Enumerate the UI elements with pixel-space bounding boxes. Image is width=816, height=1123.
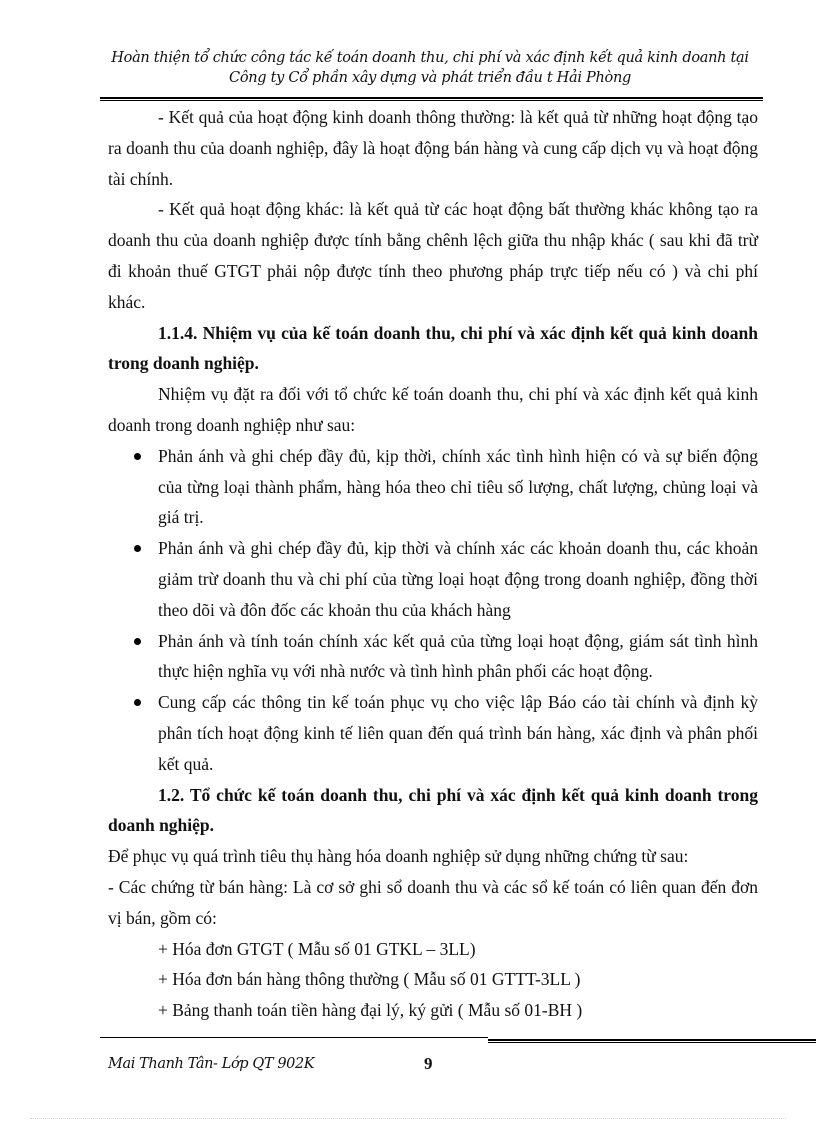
paragraph-normal-result: - Kết quả của hoạt động kinh doanh thông thường: là kết quả từ những hoạt động tạo ra doanh thu của doanh nghiệp, đây là hoạt động bán hàng và cung cấp dịch vụ và hoạt động tài chính. [108, 107, 758, 189]
task-bullet-list [108, 441, 758, 780]
list-item: Phản ánh và ghi chép đầy đủ, kịp thời, chính xác tình hình hiện có và sự biến động của từng loại thành phẩm, hàng hóa theo chỉ tiêu số lượng, chất lượng, chủng loại và giá trị. [108, 441, 758, 533]
header-rule-thin [100, 100, 763, 101]
bullet-icon [134, 453, 141, 460]
footer-rule-left [100, 1037, 488, 1038]
header-line-1: Hoàn thiện tổ chức công tác kế toán doanh thu, chi phí và xác định kết quả kinh doanh tại [111, 50, 749, 66]
footer-rule-right [488, 1039, 816, 1041]
header-rule [100, 97, 763, 99]
bullet-icon [134, 638, 141, 645]
footer-author: Mai Thanh Tân- Lớp QT 902K [108, 1056, 315, 1072]
list-item: Phản ánh và tính toán chính xác kết quả của từng loại hoạt động, giám sát tình hình thực hiện nghĩa vụ với nhà nước và tình hình phân phối các hoạt động. [108, 626, 758, 688]
document-item: + Hóa đơn GTGT ( Mẫu số 01 GTKL – 3LL) [158, 938, 476, 959]
paragraph-other-result: - Kết quả hoạt động khác: là kết quả từ các hoạt động bất thường khác không tạo ra doanh thu của doanh nghiệp được tính bằng chênh lệch giữa thu nhập khác ( sau khi đã trừ đi khoản thuế GTGT phải nộp được tính theo phương pháp trực tiếp nếu có ) và chi phí khác. [108, 199, 758, 312]
page-bottom-dotted-line [30, 1118, 786, 1119]
heading-1-1-4: 1.1.4. Nhiệm vụ của kế toán doanh thu, chi phí và xác định kết quả kinh doanh trong doanh nghiệp. [108, 322, 758, 374]
document-item: + Hóa đơn bán hàng thông thường ( Mẫu số 01 GTTT-3LL ) [158, 969, 581, 990]
page-number: 9 [424, 1054, 433, 1073]
body-text [108, 102, 758, 1026]
paragraph-tasks-intro: Nhiệm vụ đặt ra đối với tổ chức kế toán doanh thu, chi phí và xác định kết quả kinh doanh trong doanh nghiệp như sau: [108, 384, 758, 435]
paragraph-sales-documents: - Các chứng từ bán hàng: Là cơ sở ghi sổ doanh thu và các sổ kế toán có liên quan đến đơn vị bán, gồm có: [108, 876, 758, 928]
list-item: Cung cấp các thông tin kế toán phục vụ cho việc lập Báo cáo tài chính và định kỳ phân tích hoạt động kinh tế liên quan đến quá trình bán hàng, xác định và phân phối kết quả. [108, 687, 758, 779]
list-item: Phản ánh và ghi chép đầy đủ, kịp thời và chính xác các khoản doanh thu, các khoản giảm trừ doanh thu và chi phí của từng loại hoạt động trong doanh nghiệp, đồng thời theo dõi và đôn đốc các khoản thu của khách hàng [108, 533, 758, 625]
bullet-icon [134, 545, 141, 552]
bullet-icon [134, 699, 141, 706]
footer-rule-right-thin [488, 1042, 816, 1043]
document-item: + Bảng thanh toán tiền hàng đại lý, ký gửi ( Mẫu số 01-BH ) [158, 1000, 583, 1021]
paragraph-documents-intro: Để phục vụ quá trình tiêu thụ hàng hóa doanh nghiệp sử dụng những chứng từ sau: [108, 846, 689, 867]
heading-1-2: 1.2. Tổ chức kế toán doanh thu, chi phí và xác định kết quả kinh doanh trong doanh nghiệp. [108, 784, 758, 836]
header-line-2: Công ty Cổ phần xây dựng và phát triển đầu t Hải Phòng [229, 70, 631, 86]
running-header [100, 48, 760, 88]
